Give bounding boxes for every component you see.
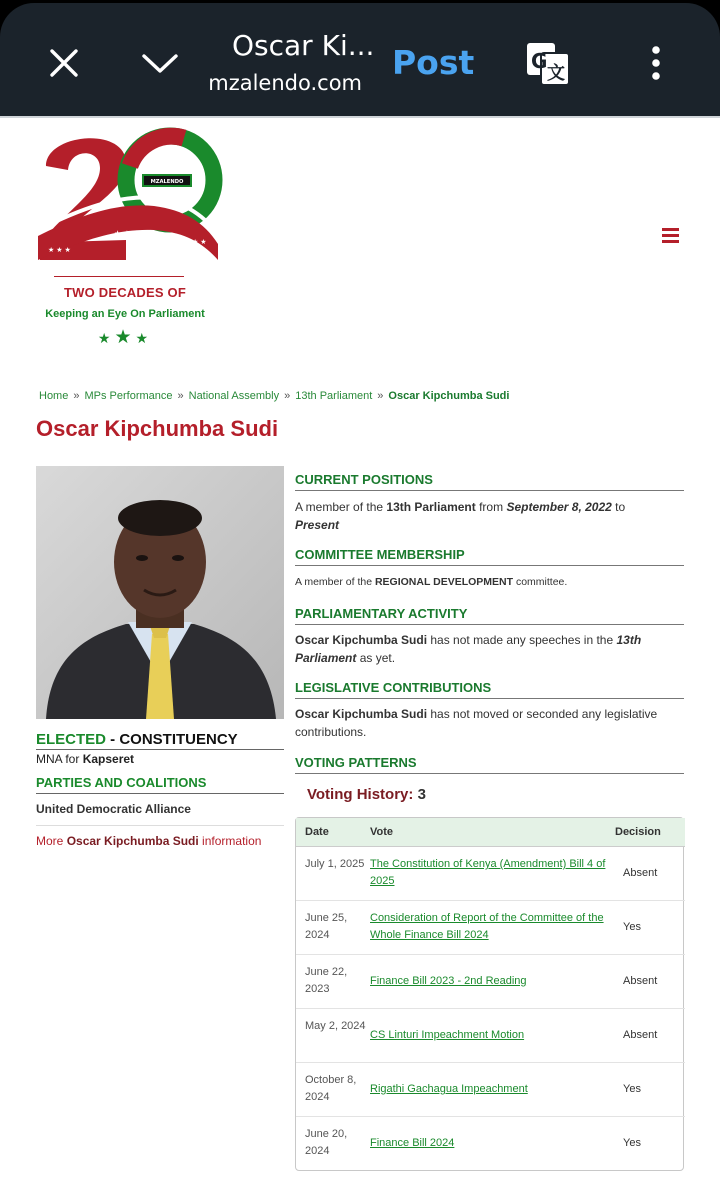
breadcrumb: Home » MPs Performance » National Assembly » 13th Parliament » Oscar Kipchumba Sudi — [39, 390, 510, 402]
party-name: United Democratic Alliance — [36, 802, 191, 816]
logo-tagline-1: TWO DECADES OF — [64, 285, 186, 300]
vote-decision: Yes — [623, 1083, 641, 1095]
table-row: July 1, 2025 The Constitution of Kenya (Amendment) Bill 4 of 2025 Absent — [296, 847, 685, 901]
vote-link[interactable]: Rigathi Gachagua Impeachment — [370, 1083, 528, 1095]
vote-decision: Absent — [623, 975, 658, 987]
legislative-heading: LEGISLATIVE CONTRIBUTIONS — [295, 680, 684, 699]
logo-badge-text: MZALENDO — [150, 179, 184, 185]
translate-icon[interactable] — [524, 40, 572, 88]
url-text[interactable]: mzalendo.com — [208, 71, 362, 95]
legislative-text: Oscar Kipchumba Sudi has not moved or seconded any legislative contributions. — [295, 707, 658, 739]
constituency-name: Kapseret — [82, 752, 135, 766]
logo-divider — [54, 276, 184, 277]
current-positions-text: A member of the 13th Parliament from September 8, 2022 to Present — [295, 500, 626, 532]
breadcrumb-mps-performance[interactable]: MPs Performance — [84, 390, 173, 402]
close-icon[interactable] — [40, 41, 88, 85]
table-row: May 2, 2024 CS Linturi Impeachment Motion Absent — [296, 1009, 685, 1063]
more-info-link[interactable]: More Oscar Kipchumba Sudi information — [36, 825, 284, 848]
svg-text:文: 文 — [547, 63, 565, 84]
svg-text:★ ★ ★: ★ ★ ★ — [114, 229, 140, 238]
svg-text:★ ★: ★ ★ — [192, 239, 207, 246]
elected-heading: ELECTED - CONSTITUENCY — [36, 731, 284, 750]
menu-icon[interactable] — [662, 228, 679, 243]
parties-heading: PARTIES AND COALITIONS — [36, 775, 284, 794]
browser-toolbar — [0, 0, 720, 117]
chevron-down-icon[interactable] — [136, 41, 184, 85]
table-row: June 22, 2023 Finance Bill 2023 - 2nd Reading Absent — [296, 955, 685, 1009]
vote-link[interactable]: Consideration of Report of the Committee of the Whole Finance Bill 2024 — [370, 912, 604, 941]
activity-text: Oscar Kipchumba Sudi has not made any speeches in the 13th Parliament as yet. — [295, 633, 642, 665]
col-date: Date — [305, 826, 329, 838]
col-decision: Decision — [615, 826, 661, 838]
activity-heading: PARLIAMENTARY ACTIVITY — [295, 606, 684, 625]
table-row: June 25, 2024 Consideration of Report of the Committee of the Whole Finance Bill 2024 Yes — [296, 901, 685, 955]
svg-text:G: G — [531, 49, 548, 73]
voting-heading: VOTING PATTERNS — [295, 755, 684, 774]
page-tab-title: Oscar Ki... — [232, 29, 375, 62]
vote-link[interactable]: Finance Bill 2024 — [370, 1137, 455, 1149]
toolbar-divider — [0, 116, 720, 118]
mp-photo — [36, 466, 284, 719]
vote-decision: Absent — [623, 867, 658, 879]
vote-link[interactable]: CS Linturi Impeachment Motion — [370, 1029, 525, 1041]
vote-link[interactable]: The Constitution of Kenya (Amendment) Bill 4 of 2025 — [370, 858, 606, 887]
votes-table-header — [296, 818, 685, 847]
breadcrumb-national-assembly[interactable]: National Assembly — [188, 390, 280, 402]
voting-history: Voting History: 3 — [307, 786, 426, 803]
table-row: June 20, 2024 Finance Bill 2024 Yes — [296, 1117, 685, 1171]
breadcrumb-home[interactable]: Home — [39, 390, 69, 402]
svg-text:★ ★ ★: ★ ★ ★ — [48, 247, 71, 254]
browser-toolbar-inner — [0, 3, 720, 117]
mna-line: MNA for Kapseret — [36, 752, 135, 766]
committee-text: A member of the REGIONAL DEVELOPMENT committee. — [295, 576, 568, 588]
vote-decision: Absent — [623, 1029, 658, 1041]
vote-decision: Yes — [623, 1137, 641, 1149]
committee-heading: COMMITTEE MEMBERSHIP — [295, 547, 684, 566]
logo-tagline-2: Keeping an Eye On Parliament — [45, 308, 205, 320]
current-positions-heading: CURRENT POSITIONS — [295, 472, 684, 491]
breadcrumb-13th-parliament[interactable]: 13th Parliament — [295, 390, 373, 402]
logo-stars-icon: ★★★ — [97, 327, 153, 348]
page-title: Oscar Kipchumba Sudi — [36, 416, 279, 441]
more-vert-icon[interactable] — [640, 41, 672, 85]
table-row: October 8, 2024 Rigathi Gachagua Impeachment Yes — [296, 1063, 685, 1117]
vote-decision: Yes — [623, 921, 641, 933]
vote-link[interactable]: Finance Bill 2023 - 2nd Reading — [370, 975, 527, 987]
votes-table — [295, 817, 684, 1171]
col-vote: Vote — [370, 826, 394, 838]
breadcrumb-current: Oscar Kipchumba Sudi — [388, 390, 510, 402]
post-button[interactable]: Post — [392, 43, 475, 82]
